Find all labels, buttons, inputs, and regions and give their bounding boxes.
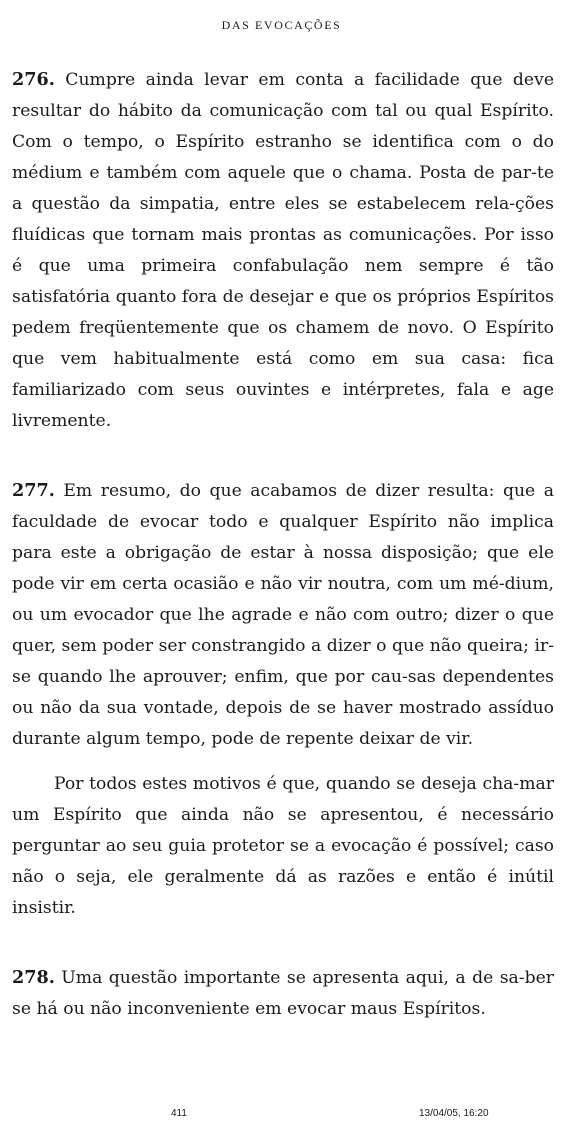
- paragraph-277-continued: [12, 769, 554, 924]
- paragraph-text: Cumpre ainda levar em conta a facilidade que deve resultar do hábito da comunicação com tal ou qual Espírito. Com o tempo, o Espírito estranho se identifica com o do médium e também com aquele que o chama. Posta de par-te a questão da simpatia, entre eles se estabelecem rela-ções fluídicas que tornam mais prontas as comunicações. Por isso é que uma primeira confabulação nem sempre é tão satisfatória quanto fora de desejar e que os próprios Espíritos pedem freqüentemente que os chamem de novo. O Espírito que vem habitualmente está como em sua casa: fica familiarizado com seus ouvintes e intérpretes, fala e age livremente.: [12, 70, 554, 431]
- page-footer: [0, 1108, 563, 1124]
- paragraph-text: Por todos estes motivos é que, quando se deseja cha-mar um Espírito que ainda não se apresentou, é necessário perguntar ao seu guia protetor se a evocação é possível; caso não o seja, ele geralmente dá as razões e então é inútil insistir.: [12, 774, 554, 918]
- page-body: [12, 64, 554, 1025]
- paragraph-text: Uma questão importante se apresenta aqui, a de sa-ber se há ou não inconveniente em evocar maus Espíritos.: [12, 968, 554, 1019]
- page-number: 411: [171, 1108, 187, 1119]
- print-timestamp: 13/04/05, 16:20: [419, 1108, 489, 1119]
- paragraph-number: 278.: [12, 967, 55, 988]
- paragraph-276: [12, 64, 554, 437]
- running-header: DAS EVOCAÇÕES: [221, 18, 342, 32]
- paragraph-278: [12, 962, 554, 1025]
- paragraph-number: 276.: [12, 69, 55, 90]
- paragraph-277: [12, 475, 554, 755]
- paragraph-text: Em resumo, do que acabamos de dizer resulta: que a faculdade de evocar todo e qualquer Espírito não implica para este a obrigação de estar à nossa disposição; que ele pode vir em certa ocasião e não vir noutra, com um mé-dium, ou um evocador que lhe agrade e não com outro; dizer o que quer, sem poder ser constrangido a dizer o que não queira; ir-se quando lhe aprouver; enfim, que por cau-sas dependentes ou não da sua vontade, depois de se haver mostrado assíduo durante algum tempo, pode de repente deixar de vir.: [12, 481, 554, 749]
- paragraph-number: 277.: [12, 480, 55, 501]
